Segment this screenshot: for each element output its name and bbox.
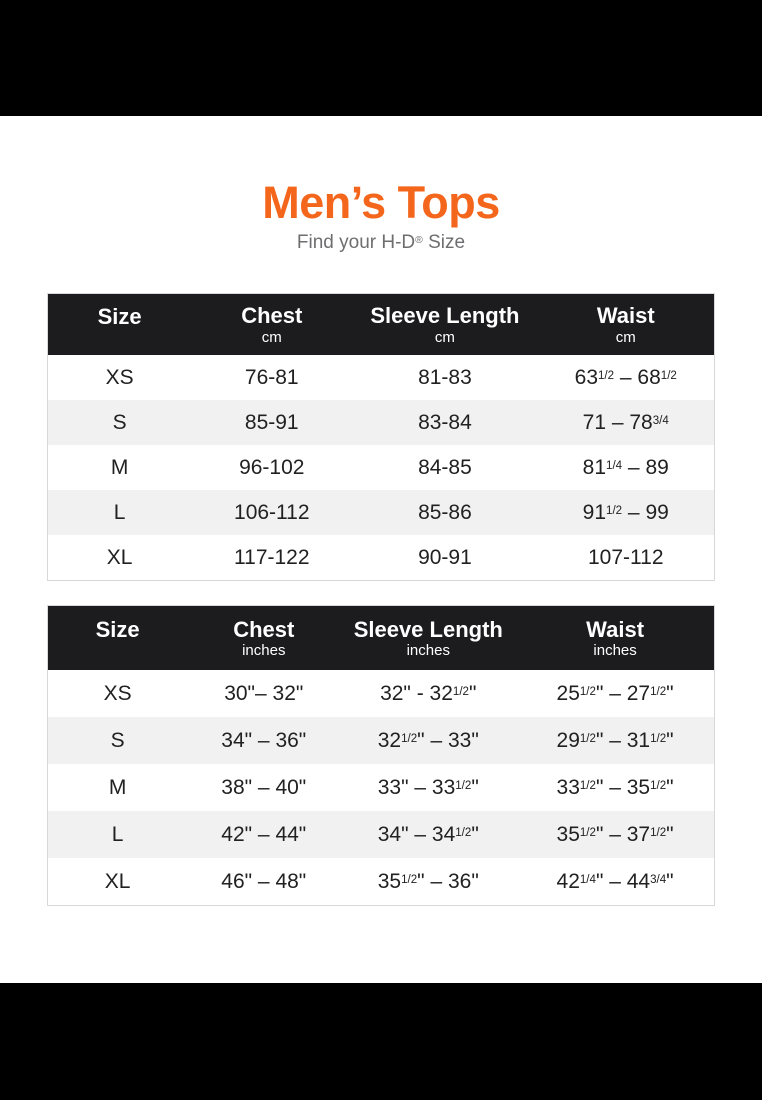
col-header-size-label: Size <box>95 617 140 643</box>
col-header-waist-unit: inches <box>593 642 637 660</box>
header-row-inches <box>48 606 714 670</box>
size-cell: L <box>113 500 126 524</box>
waist-range-cell: $35^{1/2}$" – $37^{1/2}$" <box>556 822 674 846</box>
chest-range-cell: 85-91 <box>244 410 299 434</box>
sleeve-range-cell: 90-91 <box>418 545 472 569</box>
col-header-waist <box>516 606 714 670</box>
size-cell: M <box>110 455 129 479</box>
col-header-chest <box>187 606 340 670</box>
chest-range-cell: 117-122 <box>234 545 310 569</box>
table-row-s <box>48 717 714 764</box>
bottom-letterbox-bar <box>0 983 762 1100</box>
size-cell: S <box>112 410 127 434</box>
chest-range-cell: 76-81 <box>244 365 299 389</box>
chest-range-cell: 46" – 48" <box>221 869 307 893</box>
table-row-m <box>48 445 714 490</box>
size-cell: L <box>111 822 124 846</box>
size-cell: M <box>108 775 127 799</box>
col-header-waist <box>538 294 715 355</box>
table-row-m <box>48 764 714 811</box>
waist-range-cell: $25^{1/2}$" – $27^{1/2}$" <box>556 681 674 705</box>
waist-range-cell: $91^{1/2} - 99$ <box>582 500 669 524</box>
col-header-chest-unit: cm <box>261 328 282 346</box>
col-header-waist-unit: cm <box>615 328 636 346</box>
sleeve-range-cell: $32^{1/2}$" – 33" <box>377 728 479 752</box>
col-header-waist-label: Waist <box>586 616 645 642</box>
sleeve-range-cell: $35^{1/2}$" – 36" <box>377 869 479 893</box>
size-table-cm <box>47 293 715 581</box>
col-header-size <box>48 606 187 670</box>
size-guide-content <box>0 116 762 983</box>
page-title: Men’s Tops <box>262 177 500 228</box>
chest-range-cell: 96-102 <box>239 455 305 479</box>
header-row-cm <box>48 294 714 355</box>
col-header-size-label: Size <box>97 303 142 329</box>
size-cell: S <box>110 728 125 752</box>
table-row-l <box>48 811 714 858</box>
page-subtitle: Find your H-D® Size <box>296 232 466 254</box>
waist-range-cell: 107-112 <box>587 545 664 569</box>
size-table-inches <box>47 605 715 906</box>
chest-range-cell: 42" – 44" <box>221 822 307 846</box>
col-header-sleeve-length-label: Sleeve Length <box>370 303 520 329</box>
waist-range-cell: $71 - 78^{3/4}$ <box>582 410 669 434</box>
sleeve-range-cell: 85-86 <box>418 500 472 524</box>
waist-range-cell: $81^{1/4} - 89$ <box>582 455 669 479</box>
size-cell: XS <box>103 681 132 705</box>
col-header-size <box>48 294 191 355</box>
chest-range-cell: 30"– 32" <box>224 681 304 705</box>
sleeve-range-cell: 81-83 <box>418 365 472 389</box>
size-cell: XL <box>104 869 131 893</box>
col-header-sleeve-length <box>340 606 516 670</box>
waist-range-cell: $33^{1/2}$" – $35^{1/2}$" <box>556 775 674 799</box>
chest-range-cell: 34" – 36" <box>221 728 307 752</box>
table-row-xl <box>48 535 714 580</box>
col-header-waist-label: Waist <box>596 303 655 329</box>
table-row-xl <box>48 858 714 905</box>
col-header-chest-unit: inches <box>242 642 286 660</box>
sleeve-range-cell: 84-85 <box>418 455 472 479</box>
col-header-sleeve-length-unit: inches <box>406 642 450 660</box>
col-header-chest-label: Chest <box>241 303 303 329</box>
col-header-size-unit <box>48 329 191 346</box>
waist-range-cell: $29^{1/2}$" – $31^{1/2}$" <box>556 728 674 752</box>
sleeve-range-cell: 83-84 <box>418 410 472 434</box>
col-header-sleeve-length-label: Sleeve Length <box>353 616 503 642</box>
col-header-sleeve-length-unit: cm <box>434 328 455 346</box>
top-letterbox-bar <box>0 0 762 116</box>
waist-range-cell: $42^{1/4}$" – $44^{3/4}$" <box>556 869 674 893</box>
chest-range-cell: 38" – 40" <box>221 775 307 799</box>
table-row-xs <box>48 355 714 400</box>
table-row-s <box>48 400 714 445</box>
col-header-sleeve-length <box>352 294 537 355</box>
waist-range-cell: $63^{1/2} - 68^{1/2}$ <box>574 365 677 389</box>
table-row-l <box>48 490 714 535</box>
table-row-xs <box>48 670 714 717</box>
sleeve-range-cell: 32" - $32^{1/2}$" <box>380 681 477 705</box>
col-header-chest <box>191 294 352 355</box>
size-cell: XL <box>106 545 133 569</box>
chest-range-cell: 106-112 <box>234 500 310 524</box>
col-header-chest-label: Chest <box>233 616 295 642</box>
size-cell: XS <box>105 365 134 389</box>
sleeve-range-cell: 34" – $34^{1/2}$" <box>377 822 479 846</box>
sleeve-range-cell: 33" – $33^{1/2}$" <box>377 775 479 799</box>
col-header-size-unit <box>48 642 187 659</box>
